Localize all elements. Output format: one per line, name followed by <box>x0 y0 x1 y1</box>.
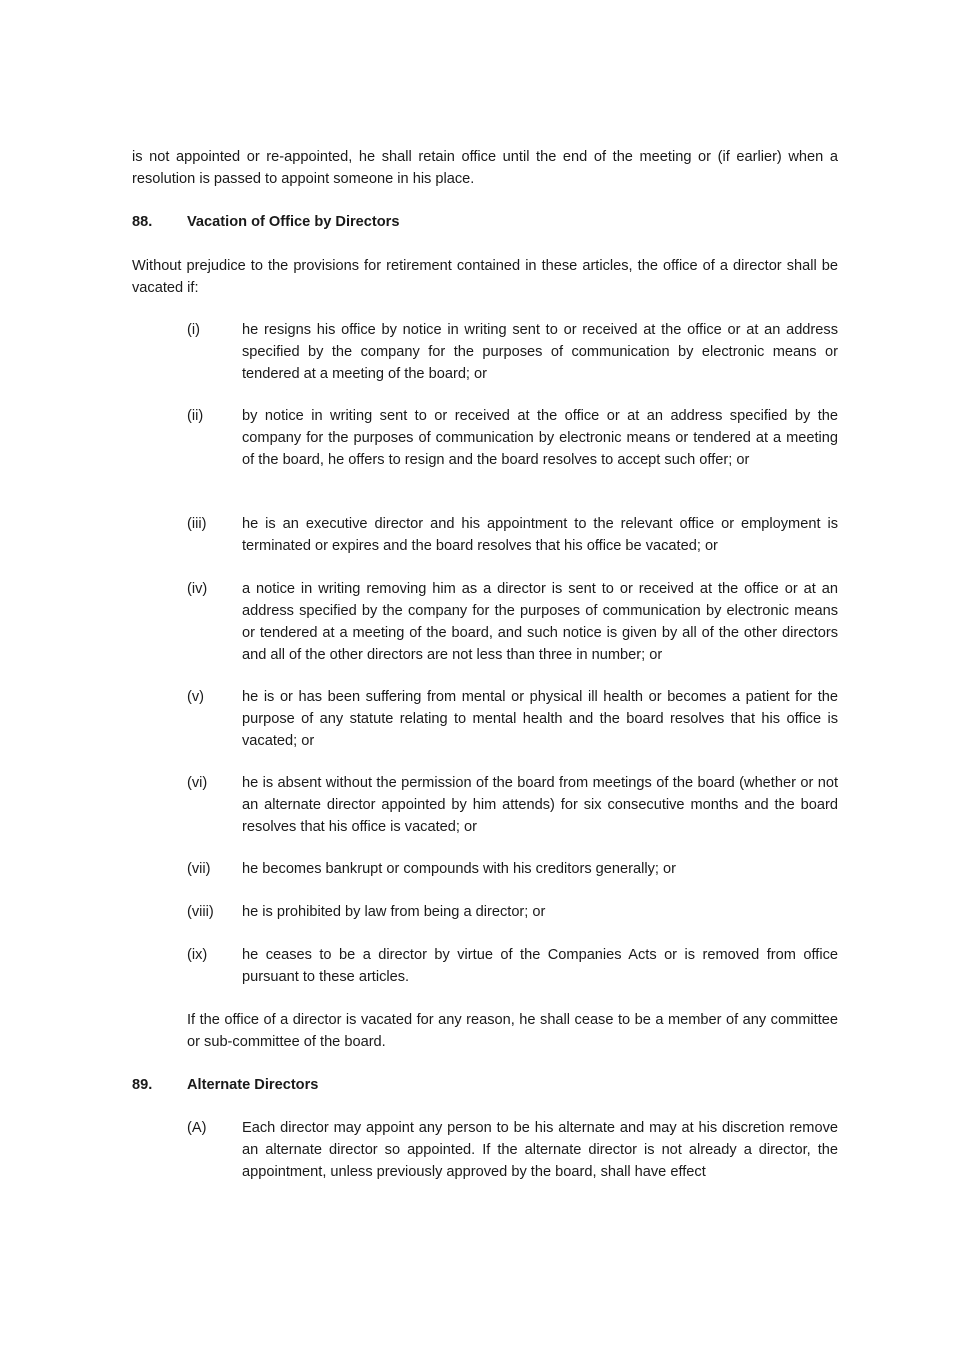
list-item-text: he resigns his office by notice in writing sent to or received at the office or at an address specified by the company for the purposes of communication by electronic means or tendered at a meeting of the board; or <box>242 322 838 382</box>
list-item <box>187 901 838 923</box>
list-item-text: Each director may appoint any person to be his alternate and may at his discretion remove an alternate director so appointed. If the alternate director is not already a director, the appointment, unless previously approved by the board, shall have effect <box>242 1120 838 1180</box>
list-item-label: (i) <box>187 322 200 338</box>
section-89-number: 89. <box>132 1077 153 1093</box>
section-89-heading <box>132 1074 838 1096</box>
list-item-text: he is an executive director and his appointment to the relevant office or employment is terminated or expires and the board resolves that his office be vacated; or <box>242 516 838 554</box>
list-item-text: by notice in writing sent to or received at the office or at an address specified by the company for the purposes of communication by electronic means or tendered at a meeting of the board, he offers to resign and the board resolves to accept such offer; or <box>242 408 838 468</box>
list-item-text: a notice in writing removing him as a director is sent to or received at the office or at an address specified by the company for the purposes of communication by electronic means or tendered at a meeting of the board, and such notice is given by all of the other directors and all of the other directors are not less than three in number; or <box>242 581 838 663</box>
list-item-label: (iii) <box>187 516 207 532</box>
section-88-title: Vacation of Office by Directors <box>187 214 400 230</box>
list-item-text: he is or has been suffering from mental or physical ill health or becomes a patient for the purpose of any statute relating to mental health and the board resolves that his office is vacated; or <box>242 689 838 749</box>
list-item-label: (A) <box>187 1120 207 1136</box>
section-89-title: Alternate Directors <box>187 1077 319 1093</box>
list-item <box>187 858 838 880</box>
list-item-text: he ceases to be a director by virtue of the Companies Acts or is removed from office pursuant to these articles. <box>242 947 838 985</box>
section-88-lead: Without prejudice to the provisions for retirement contained in these articles, the office of a director shall be vacated if: <box>132 258 838 296</box>
list-item-text: he becomes bankrupt or compounds with his creditors generally; or <box>242 861 676 877</box>
section-88-heading <box>132 211 838 233</box>
list-item-text: he is absent without the permission of the board from meetings of the board (whether or not an alternate director appointed by him attends) for six consecutive months and the board resolves that his office is vacated; or <box>242 775 838 835</box>
list-item-text: he is prohibited by law from being a director; or <box>242 904 546 920</box>
intro-paragraph: is not appointed or re-appointed, he shall retain office until the end of the meeting or (if earlier) when a resolution is passed to appoint someone in his place. <box>132 149 838 187</box>
list-item <box>187 578 838 666</box>
list-item-label: (ii) <box>187 408 204 424</box>
list-item <box>187 1117 838 1183</box>
list-item-label: (v) <box>187 689 205 705</box>
list-item-label: (viii) <box>187 904 214 920</box>
list-item <box>187 319 838 385</box>
section-88-tail: If the office of a director is vacated for any reason, he shall cease to be a member of any committee or sub-committee of the board. <box>187 1012 838 1050</box>
list-item <box>187 513 838 557</box>
list-item-label: (ix) <box>187 947 208 963</box>
list-item-label: (vii) <box>187 861 211 877</box>
list-item <box>187 944 838 988</box>
list-item <box>187 686 838 752</box>
list-item-label: (iv) <box>187 581 208 597</box>
section-88-number: 88. <box>132 214 153 230</box>
list-item <box>187 405 838 471</box>
list-item <box>187 772 838 838</box>
list-item-label: (vi) <box>187 775 208 791</box>
